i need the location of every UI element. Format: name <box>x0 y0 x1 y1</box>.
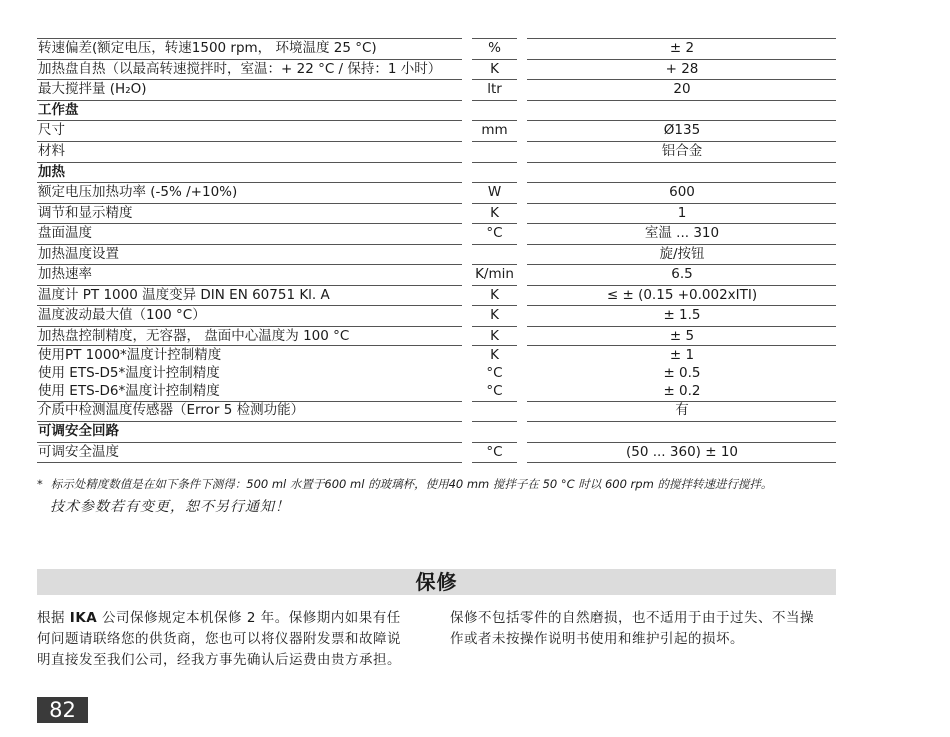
table-rule <box>37 305 462 306</box>
table-rule <box>37 462 462 463</box>
spec-unit: mm <box>481 122 508 138</box>
table-rule <box>37 203 462 204</box>
spec-param: 最大搅拌量 (H₂O) <box>38 81 147 97</box>
table-rule <box>472 38 517 39</box>
spec-unit: °C <box>486 225 503 241</box>
table-rule <box>527 244 836 245</box>
spec-value: Ø135 <box>663 122 701 138</box>
spec-value: 1 <box>677 205 687 221</box>
table-rule <box>37 244 462 245</box>
spec-value: ≤ ± (0.15 +0.002xITI) <box>606 287 758 303</box>
table-rule <box>472 264 517 265</box>
text-span: 公司保修规定本机保修 2 年。保修期内如果有任 <box>97 610 401 626</box>
spec-unit: K <box>490 307 499 323</box>
table-rule <box>472 244 517 245</box>
table-rule <box>472 305 517 306</box>
spec-value: 铝合金 <box>661 143 703 159</box>
table-rule <box>472 442 517 443</box>
spec-param: 加热速率 <box>38 266 92 282</box>
spec-value: 室温 ... 310 <box>644 225 720 241</box>
warranty-left-line: 明直接发至我们公司，经我方事先确认后运费由贵方承担。 <box>37 652 401 668</box>
spec-param: 材料 <box>38 143 65 159</box>
table-rule <box>472 401 517 402</box>
table-rule <box>527 401 836 402</box>
spec-param: 盘面温度 <box>38 225 92 241</box>
warranty-text-left <box>37 608 427 671</box>
table-rule <box>527 326 836 327</box>
table-rule <box>527 305 836 306</box>
spec-param: 加热温度设置 <box>38 246 119 262</box>
spec-value: 6.5 <box>671 266 693 282</box>
table-rule <box>472 182 517 183</box>
table-rule <box>472 162 517 163</box>
spec-unit: % <box>488 40 501 56</box>
spec-param: 介质中检测温度传感器（Error 5 检测功能） <box>38 402 305 418</box>
table-rule <box>472 120 517 121</box>
table-rule <box>527 59 836 60</box>
spec-param: 加热盘控制精度，无容器， 盘面中心温度为 100 °C <box>38 328 350 344</box>
table-rule <box>37 38 462 39</box>
table-rule <box>37 162 462 163</box>
spec-value: ± 0.2 <box>663 383 701 399</box>
warranty-right-line: 保修不包括零件的自然磨损，也不适用于由于过失、不当操 <box>450 610 814 626</box>
table-rule <box>472 462 517 463</box>
spec-param: 工作盘 <box>38 102 79 118</box>
table-rule <box>37 79 462 80</box>
spec-param: 温度波动最大值（100 °C） <box>38 307 206 323</box>
table-rule <box>472 285 517 286</box>
footnote <box>37 476 772 492</box>
spec-unit: K <box>490 347 499 363</box>
spec-param: 使用 ETS-D5*温度计控制精度 <box>38 365 220 381</box>
page-number: 82 <box>37 697 88 723</box>
table-rule <box>472 223 517 224</box>
table-rule <box>37 421 462 422</box>
table-rule <box>527 462 836 463</box>
spec-value: 600 <box>669 184 695 200</box>
text-span: 根据 <box>37 610 70 626</box>
spec-value: ± 1 <box>669 347 695 363</box>
table-rule <box>527 100 836 101</box>
table-rule <box>527 162 836 163</box>
spec-unit: °C <box>486 365 503 381</box>
table-rule <box>527 345 836 346</box>
table-rule <box>527 182 836 183</box>
table-rule <box>527 223 836 224</box>
warranty-text-right <box>450 608 840 650</box>
table-rule <box>37 326 462 327</box>
spec-param: 额定电压加热功率 (-5% /+10%) <box>38 184 238 200</box>
spec-unit: °C <box>486 383 503 399</box>
spec-value: ± 1.5 <box>663 307 701 323</box>
table-rule <box>37 141 462 142</box>
table-rule <box>527 38 836 39</box>
spec-param: 尺寸 <box>38 122 65 138</box>
table-rule <box>37 285 462 286</box>
spec-value: ± 5 <box>669 328 695 344</box>
spec-unit: K <box>490 287 499 303</box>
table-rule <box>472 203 517 204</box>
spec-param: 转速偏差(额定电压，转速1500 rpm， 环境温度 25 °C) <box>38 40 377 56</box>
table-rule <box>37 100 462 101</box>
company-name: IKA <box>69 610 98 626</box>
footnote-text: 标示处精度数值是在如下条件下测得：500 ml 水置于600 ml 的玻璃杯，使用40 mm 搅拌子在 50 °C 时以 600 rpm 的搅拌转速进行搅拌。 <box>50 477 773 491</box>
spec-unit: K <box>490 328 499 344</box>
table-rule <box>472 421 517 422</box>
table-rule <box>472 79 517 80</box>
disclaimer: 技术参数若有变更，恕不另行通知！ <box>50 499 290 515</box>
table-rule <box>37 120 462 121</box>
table-rule <box>472 100 517 101</box>
spec-param: 温度计 PT 1000 温度变异 DIN EN 60751 Kl. A <box>38 287 330 303</box>
footnote-marker: * <box>37 477 43 491</box>
spec-value: (50 ... 360) ± 10 <box>625 444 738 460</box>
table-rule <box>472 326 517 327</box>
table-rule <box>37 182 462 183</box>
table-rule <box>527 285 836 286</box>
spec-value: + 28 <box>665 61 699 77</box>
spec-unit: W <box>487 184 502 200</box>
table-rule <box>37 345 462 346</box>
spec-value: 旋/按钮 <box>659 246 705 262</box>
table-rule <box>472 141 517 142</box>
spec-param: 调节和显示精度 <box>38 205 133 221</box>
table-rule <box>37 223 462 224</box>
table-rule <box>527 421 836 422</box>
spec-param: 使用PT 1000*温度计控制精度 <box>38 347 222 363</box>
table-rule <box>37 401 462 402</box>
warranty-left-line <box>37 608 427 629</box>
spec-value: ± 0.5 <box>663 365 701 381</box>
warranty-heading: 保修 <box>37 569 836 595</box>
table-rule <box>527 141 836 142</box>
table-rule <box>37 442 462 443</box>
table-rule <box>527 203 836 204</box>
spec-unit: K <box>490 61 499 77</box>
spec-param: 使用 ETS-D6*温度计控制精度 <box>38 383 220 399</box>
table-rule <box>37 59 462 60</box>
spec-param: 加热 <box>38 164 65 180</box>
warranty-right-line: 作或者未按操作说明书使用和维护引起的损坏。 <box>450 631 744 647</box>
table-rule <box>527 442 836 443</box>
table-rule <box>527 79 836 80</box>
table-rule <box>37 264 462 265</box>
spec-unit: °C <box>486 444 503 460</box>
spec-unit: K/min <box>475 266 514 282</box>
table-rule <box>472 345 517 346</box>
spec-param: 加热盘自热（以最高转速搅拌时，室温：+ 22 °C / 保持：1 小时） <box>38 61 442 77</box>
table-rule <box>472 59 517 60</box>
table-rule <box>527 264 836 265</box>
spec-param: 可调安全温度 <box>38 444 119 460</box>
spec-value: 有 <box>675 402 689 418</box>
spec-unit: K <box>490 205 499 221</box>
spec-value: 20 <box>673 81 691 97</box>
table-rule <box>527 120 836 121</box>
spec-unit: ltr <box>487 81 502 97</box>
warranty-left-line: 何问题请联络您的供货商，您也可以将仪器附发票和故障说 <box>37 631 401 647</box>
spec-param: 可调安全回路 <box>38 423 119 439</box>
spec-value: ± 2 <box>669 40 695 56</box>
